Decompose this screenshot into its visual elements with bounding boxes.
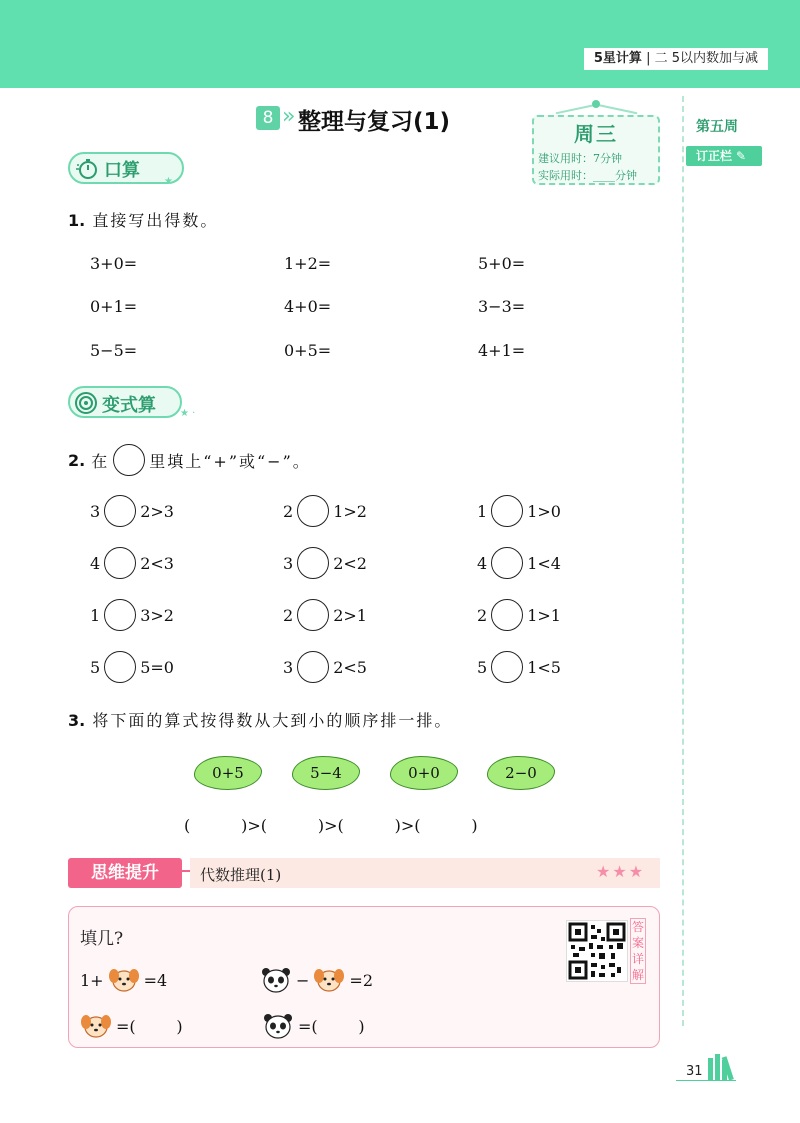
compare-item — [90, 598, 174, 632]
operand-rest: 1>1 — [527, 605, 561, 625]
equation: 3−3= — [478, 297, 526, 316]
answer-circle[interactable] — [104, 651, 136, 683]
operand-rest: 1>0 — [527, 501, 561, 521]
eq-part: 1+ — [80, 970, 104, 990]
actual-time: 实际用时：____分钟 — [538, 169, 637, 182]
qr-label: 答案详解 — [631, 920, 644, 982]
equation: 0+1= — [90, 297, 138, 316]
divider: | — [646, 51, 655, 66]
equation: 4+1= — [478, 341, 526, 360]
connector — [180, 870, 190, 872]
section-variant-label: 变式算 — [102, 395, 156, 416]
operand: 3 — [283, 553, 294, 573]
star-icon: ★ · — [164, 176, 180, 187]
puzzle-title: 填几? — [80, 929, 124, 949]
header-band — [0, 0, 800, 88]
leaf-expression: 0+5 — [194, 756, 262, 790]
compare-item — [283, 650, 367, 684]
question-1-text: 直接写出得数。 — [92, 211, 219, 230]
thinking-subtitle: 代数推理(1) — [200, 866, 282, 884]
stopwatch-icon — [76, 157, 100, 185]
operand: 4 — [477, 553, 488, 573]
operand: 4 — [90, 553, 101, 573]
equation: 5−5= — [90, 341, 138, 360]
qr-code[interactable] — [566, 920, 628, 982]
operand: 5 — [90, 657, 101, 677]
question-2-text-a: 在 — [91, 451, 110, 471]
question-2 — [68, 444, 311, 476]
section-oral-label: 口算 — [104, 160, 140, 181]
compare-item — [90, 546, 174, 580]
answer-blank[interactable]: =( ) — [298, 1016, 365, 1036]
leaf-expression: 2−0 — [487, 756, 555, 790]
answer-circle[interactable] — [104, 495, 136, 527]
order-blanks[interactable]: ( )>( )>( )>( ) — [184, 816, 478, 835]
equation: 3+0= — [90, 254, 138, 273]
operand-rest: 2<2 — [333, 553, 367, 573]
equation: 5+0= — [478, 254, 526, 273]
operand: 2 — [283, 501, 294, 521]
operand-rest: 2<3 — [140, 553, 174, 573]
operand: 2 — [477, 605, 488, 625]
day-name: 周三 — [574, 122, 618, 146]
answer-circle[interactable] — [491, 547, 523, 579]
operand-rest: 2<5 — [333, 657, 367, 677]
answer-circle[interactable] — [104, 599, 136, 631]
target-icon — [74, 391, 98, 419]
answer-blank[interactable]: =( ) — [116, 1016, 183, 1036]
lesson-number: 8 — [256, 106, 280, 130]
operand-rest: 2>3 — [140, 501, 174, 521]
question-3 — [68, 708, 452, 731]
answer-circle[interactable] — [297, 651, 329, 683]
compare-item — [477, 546, 561, 580]
correction-tag — [686, 146, 762, 166]
answer-circle[interactable] — [491, 651, 523, 683]
lesson-title: 整理与复习(1) — [298, 109, 451, 135]
question-2-number: 2. — [68, 450, 86, 470]
operand: 3 — [283, 657, 294, 677]
operand-rest: 2>1 — [333, 605, 367, 625]
series-name: 5星计算 — [593, 51, 642, 66]
star-icon: ★ · — [180, 408, 196, 419]
compare-item — [477, 650, 561, 684]
unit-name: 二 5以内数加与减 — [654, 51, 758, 66]
puppy-icon — [313, 966, 345, 994]
side-divider — [682, 96, 684, 1026]
operand-rest: 1>2 — [333, 501, 367, 521]
hanger-string — [598, 104, 638, 114]
blank-circle — [113, 444, 145, 476]
answer-circle[interactable] — [491, 495, 523, 527]
books-icon — [706, 1054, 738, 1084]
operand: 1 — [90, 605, 101, 625]
puzzle-equation-4 — [258, 1008, 365, 1044]
equation: 0+5= — [284, 341, 332, 360]
compare-item — [283, 598, 367, 632]
puppy-icon — [80, 1012, 112, 1040]
equation: 1+2= — [284, 254, 332, 273]
compare-item — [90, 650, 174, 684]
panda-icon — [260, 966, 292, 994]
panda-icon — [262, 1012, 294, 1040]
operand: 1 — [477, 501, 488, 521]
chevron-right-icon: » — [282, 104, 296, 129]
question-1-number: 1. — [68, 211, 86, 230]
question-3-text: 将下面的算式按得数从大到小的顺序排一排。 — [92, 711, 453, 730]
puppy-icon — [108, 966, 140, 994]
difficulty-stars: ★★★ — [596, 862, 646, 881]
series-tag — [584, 48, 768, 70]
page-number: 31 — [686, 1064, 703, 1079]
operand-rest: 1<5 — [527, 657, 561, 677]
operand-rest: 1<4 — [527, 553, 561, 573]
operand-rest: 5=0 — [140, 657, 174, 677]
puzzle-equation-3 — [76, 1008, 183, 1044]
suggested-time: 建议用时：7分钟 — [538, 152, 622, 165]
week-label: 第五周 — [696, 119, 738, 135]
answer-circle[interactable] — [297, 495, 329, 527]
question-1 — [68, 208, 218, 231]
puzzle-equation-2 — [256, 962, 373, 998]
question-2-text-b: 里填上“+”或“−”。 — [149, 451, 311, 471]
operand-rest: 3>2 — [140, 605, 174, 625]
hanger-string — [556, 104, 596, 114]
compare-item — [283, 494, 367, 528]
leaf-expression: 0+0 — [390, 756, 458, 790]
eq-part: − — [296, 970, 310, 990]
answer-circle[interactable] — [491, 599, 523, 631]
eq-part: =4 — [143, 970, 168, 990]
equation: 4+0= — [284, 297, 332, 316]
answer-circle[interactable] — [297, 599, 329, 631]
eq-part: =2 — [349, 970, 373, 990]
compare-item — [90, 494, 174, 528]
compare-item — [477, 598, 561, 632]
leaf-expression: 5−4 — [292, 756, 360, 790]
operand: 5 — [477, 657, 488, 677]
operand: 3 — [90, 501, 101, 521]
pencil-icon: ✎ — [736, 149, 747, 163]
answer-circle[interactable] — [297, 547, 329, 579]
hanger-pin — [592, 100, 600, 108]
compare-item — [283, 546, 367, 580]
thinking-tag: 思维提升 — [68, 858, 182, 888]
correction-label: 订正栏 — [696, 149, 733, 163]
puzzle-equation-1 — [80, 962, 167, 998]
answer-circle[interactable] — [104, 547, 136, 579]
operand: 2 — [283, 605, 294, 625]
compare-item — [477, 494, 561, 528]
question-3-number: 3. — [68, 711, 86, 730]
